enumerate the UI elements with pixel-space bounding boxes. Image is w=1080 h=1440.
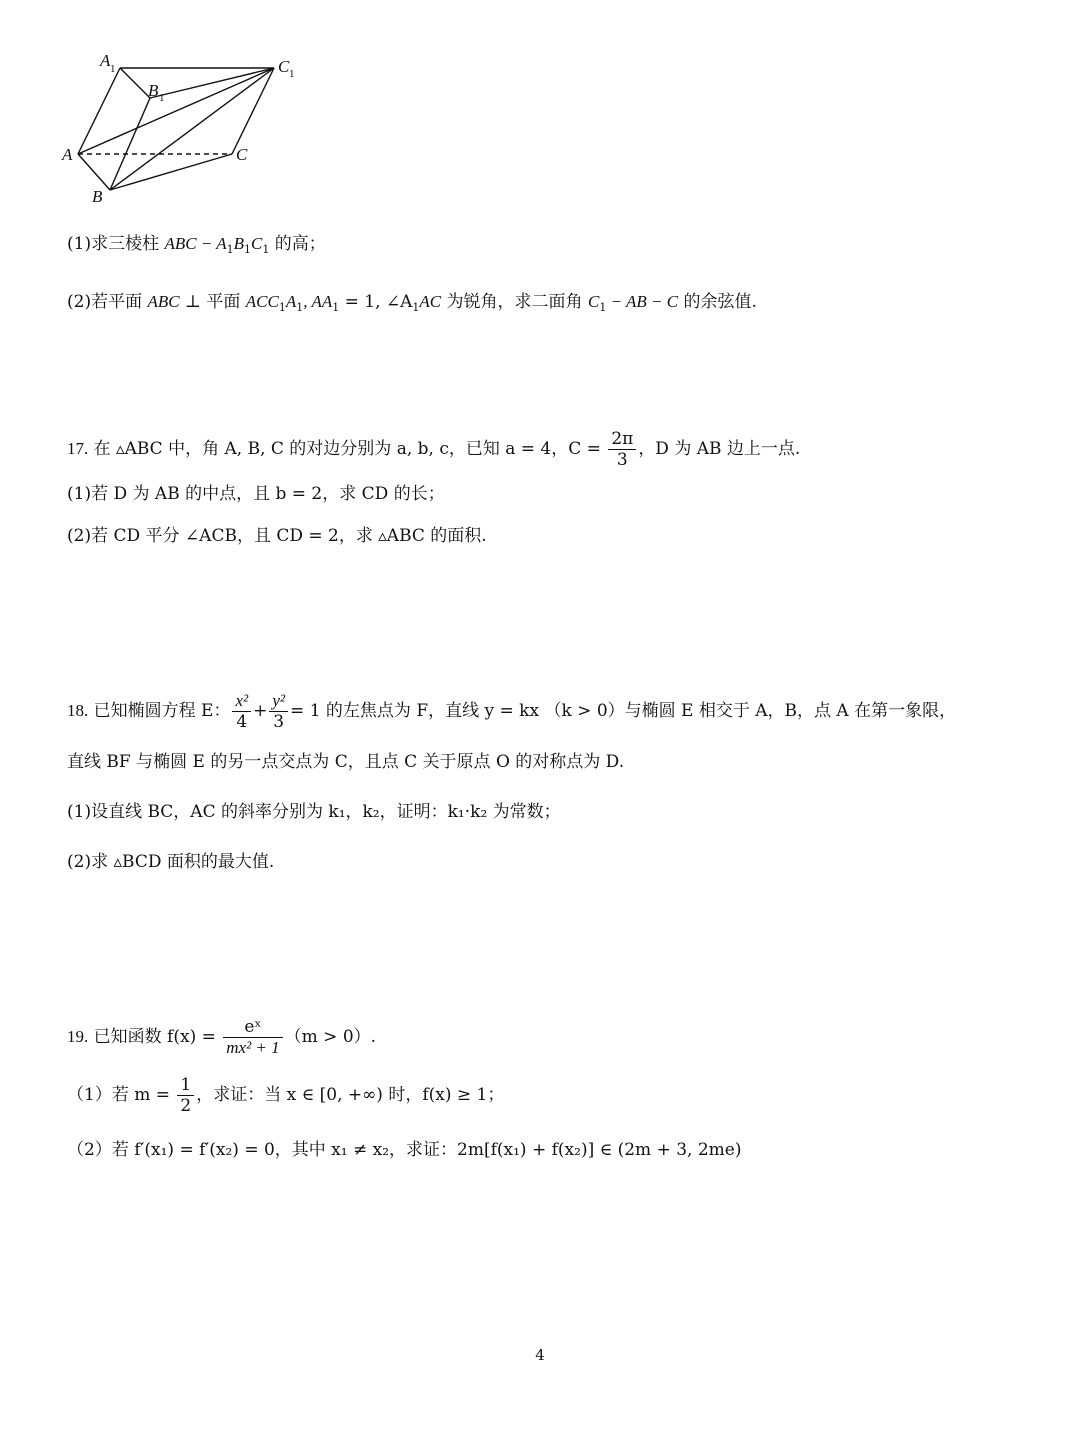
label-b1: B bbox=[148, 81, 159, 100]
edge-b1-c1 bbox=[150, 68, 274, 98]
q19-stem-b: （m > 0）. bbox=[284, 1027, 377, 1047]
q16-p2-c: C bbox=[587, 292, 600, 311]
label-b1-sub: 1 bbox=[159, 92, 165, 104]
q18-part-1: (1)设直线 BC，AC 的斜率分别为 k₁，k₂，证明：k₁·k₂ 为常数； bbox=[67, 802, 561, 822]
q16-p2-aa: , AA bbox=[303, 292, 333, 311]
label-c1-sub: 1 bbox=[289, 68, 295, 80]
edge-b-c bbox=[110, 154, 232, 190]
q16-p1-suffix: 的高； bbox=[269, 234, 326, 254]
q19-part-1 bbox=[67, 1072, 504, 1118]
edge-b1-b bbox=[110, 98, 150, 190]
q16-p2-a: A bbox=[285, 292, 297, 311]
q17-frac-den: 3 bbox=[616, 450, 628, 470]
q16-p2-plane-abc: ABC bbox=[147, 292, 180, 311]
q16-p2-ab-c: − AB − C bbox=[606, 292, 679, 311]
q19-p1-den: 2 bbox=[180, 1096, 192, 1116]
q16-p2-mid: 为锐角，求二面角 bbox=[441, 292, 588, 312]
q19-stem bbox=[67, 1014, 376, 1060]
q18-stem-line1 bbox=[67, 688, 956, 734]
q18-frac-y bbox=[269, 691, 288, 732]
label-a1-sub: 1 bbox=[110, 63, 116, 75]
edge-c1-c bbox=[232, 68, 274, 154]
q18-frac2-den: 3 bbox=[273, 712, 285, 732]
q17-fraction bbox=[608, 429, 636, 470]
label-c: C bbox=[236, 145, 248, 164]
q19-frac-num: eˣ bbox=[223, 1017, 282, 1038]
q17-part-1: (1)若 D 为 AB 的中点，且 b = 2，求 CD 的长； bbox=[67, 484, 445, 504]
q18-number: 18. bbox=[67, 701, 89, 720]
q19-stem-a: 已知函数 f(x) = bbox=[93, 1027, 222, 1047]
q17-part-2: (2)若 CD 平分 ∠ACB，且 CD = 2，求 ▵ABC 的面积. bbox=[67, 526, 487, 546]
q16-p2-eq: = 1, ∠A bbox=[339, 292, 413, 312]
q19-part-2: （2）若 f′(x₁) = f′(x₂) = 0，其中 x₁ ≠ x₂，求证：2m[f(x₁) + f(x₂)] ∈ (2m + 3, 2me) bbox=[67, 1140, 742, 1160]
q18-frac-x bbox=[232, 691, 251, 732]
q16-p2-ac: AC bbox=[419, 292, 442, 311]
label-b: B bbox=[92, 187, 103, 206]
q18-stem-line2: 直线 BF 与椭圆 E 的另一点交点为 C，且点 C 关于原点 O 的对称点为 D. bbox=[67, 752, 625, 772]
q17-stem-a: 在 ▵ABC 中，角 A, B, C 的对边分别为 a, b, c，已知 a = 4，C = bbox=[93, 439, 607, 459]
q19-fraction bbox=[223, 1017, 282, 1058]
q19-p1-fraction bbox=[177, 1075, 194, 1116]
q18-stem-b: = 1 的左焦点为 F，直线 y = kx （k > 0）与椭圆 E 相交于 A，B，点 A 在第一象限， bbox=[290, 701, 957, 721]
q16-p2-prefix: (2)若平面 bbox=[67, 292, 148, 312]
q17-stem-b: ，D 为 AB 边上一点. bbox=[638, 439, 801, 459]
prism-figure bbox=[60, 50, 310, 210]
q17-frac-num: 2π bbox=[608, 429, 636, 450]
q16-p2-suffix: 的余弦值. bbox=[678, 292, 757, 312]
edge-a1-b1 bbox=[120, 68, 150, 98]
q19-p1-num: 1 bbox=[177, 1075, 194, 1096]
q19-p1-a: （1）若 m = bbox=[67, 1085, 176, 1105]
q19-p1-b: ，求证：当 x ∈ [0, +∞) 时，f(x) ≥ 1； bbox=[196, 1085, 505, 1105]
q16-p2-plane-acc: ACC bbox=[245, 292, 279, 311]
q16-part-2: (2)若平面 ABC ⊥ 平面 $ACC_1A_1$, $AA_1 = 1$, $\angle A_1AC$ 为锐角，求二面角 $C_1$ − AB − C 的余弦值. bbox=[67, 292, 757, 314]
q19-number: 19. bbox=[67, 1027, 89, 1046]
label-c1: C bbox=[278, 57, 290, 76]
label-a: A bbox=[62, 145, 73, 164]
edge-a-b bbox=[78, 154, 110, 190]
q17-number: 17. bbox=[67, 439, 89, 458]
q18-plus: + bbox=[253, 701, 268, 721]
q16-p2-perp: ⊥ 平面 bbox=[179, 292, 246, 312]
q18-part-2: (2)求 ▵BCD 面积的最大值. bbox=[67, 852, 275, 872]
q16-part-1: (1)求三棱柱 ABC − $A_1B_1C_1$ 的高； bbox=[67, 234, 326, 256]
q18-frac2-num: y² bbox=[269, 691, 288, 712]
edge-a1-a bbox=[78, 68, 120, 154]
q17-stem bbox=[67, 428, 800, 470]
q18-frac1-den: 4 bbox=[236, 712, 248, 732]
q16-p1-expr: ABC − A bbox=[164, 234, 227, 253]
q18-stem-a: 已知椭圆方程 E： bbox=[93, 701, 231, 721]
q19-frac-den: mx² + 1 bbox=[226, 1038, 280, 1057]
page-number: 4 bbox=[535, 1346, 545, 1364]
prism-edges bbox=[78, 68, 274, 190]
q16-p1-prefix: (1)求三棱柱 bbox=[67, 234, 165, 254]
label-a1: A bbox=[100, 51, 111, 70]
q18-frac1-num: x² bbox=[232, 691, 251, 712]
